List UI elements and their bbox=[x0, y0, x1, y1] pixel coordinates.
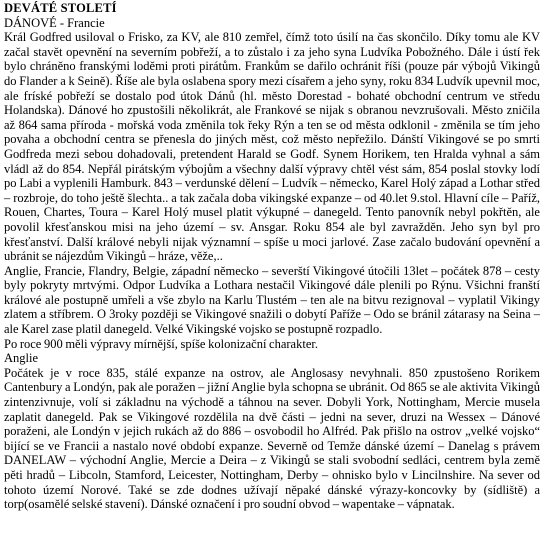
paragraph-danove-francie-1: Král Godfred usiloval o Frisko, za KV, ale 810 zemřel, čímž toto úsilí na čas skončilo. Díky tomu ale KV začal stavět opevnění na severním pobřeží, a to zůstalo i za jeho syna Ludvíka Pobožného. Dále i ústí řek bylo chráněno franskými loděmi proti pirátům. Frankům se dařilo ochránit říši (pouze pár výbojů Vikingů do Flander a k Seině). Říše ale byla oslabena spory mezi císařem a jeho syny, roku 834 Ludvík upevnil moc, ale fríské pobřeží se dostalo pod útok Dánů (hl. město Dorestad - bohaté obchodní centrum ve středu Holandska). Dánové ho zpustošili několikrát, ale Frankové se nijak s obranou nevzrušovali. Město zničila až 864 sama příroda - mořská voda změnila tok řeky Rýn a ten se od města odklonil - změnila se tím jeho povaha a obchodní centra se přenesla do jiných měst, což město nepřežilo. Dánští Vikingové se po smrti Godfreda mezi sebou dohadovali, pretendent Harald se Godf. Synem Horikem, ten Hralda vyhnal a sám vládl až do 854. Nepřál pirátským výbojům a všechny další výpravy chtěl vést sám, 854 poslal stovky lodí po Labi a vyplenili Hamburk. 843 – verdunské dělení – Ludvík – německo, Karel Holý západ a Lothar střed – rozbroje, do toho ještě šlechta.. a tak začala doba vikingské expanze – od 40.let 9.stol. Hlavní cíle – Paříž, Rouen, Chartes, Toura – Karel Holý musel platit výkupné – danegeld. Tento panovník nebyl pokřtěn, ale povolil křesťanskou misi na jeho území – sv. Ansgar. Roku 854 ale byl zavražděn. Jeho syn byl pro křesťanství. Další králové nebyli nijak významní – spíše u moci jarlové. Zase začalo budování opevnění a ubránit se nájezdům Vikingů – hráze, věže,.. bbox=[4, 30, 540, 264]
section-heading-anglie: Anglie bbox=[4, 351, 39, 366]
paragraph-danove-francie-2: Anglie, Francie, Flandry, Belgie, západní německo – severští Vikingové útočili 13let – počátek 878 – cesty byly pokryty mrtvými. Odpor Ludvíka a Lothara nestačil Vikingové dále plenili po Rýnu. Všichni franští králové ale postupně umřeli a vše zbylo na Karlu Tlustém – ten ale na bitvu rezignoval – vyplatil Vikingy zlatem a stříbrem. O 3roky později se Vikingové snažili o dobytí Paříže – Odo se bránil zátarasy na Seina – ale Karel zase platil danegeld. Velké Vikingské vojsko se postupně rozpadlo. bbox=[4, 263, 540, 337]
page-subtitle: DÁNOVÉ - Francie bbox=[4, 15, 105, 30]
paragraph-anglie-1: Počátek je v roce 835, stálé expanze na ostrov, ale Anglosasy nevyhnali. 850 zpustošeno Rorikem Cantenbury a Londýn, pak ale poražen – jižní Anglie byla schopna se ubránit. Od 865 se ale aktivita Vikingů zintenzivnuje, volí si základnu na východě a táhnou na sever. Dobyli York, Nottingham, Mercie musela zaplatit danegeld. Pak se Vikingové rozdělila na dvě části – jedni na sever, druzi na Wessex – Dánové poraženi, ale Londýn v jejich rukách až do 886 – osvobodil ho Alfréd. Pak přišlo na ostrov „velké vojsko“ bijící se ve Francii a nastalo nové období expanze. Severně od Temže dánské území – Danelag s právem DANELAW – východní Anglie, Mercie a Deira – z Vikingů se stali svobodní sedláci, centrem byla země pěti hradů – Libcoln, Stamford, Leicester, Nottingham, Derby – ohnisko bylo v Lincilnshire. Na sever od tohoto území Norové. Také se zde dodnes užívají něpaké dánské výrazy-koncovky by (sídliště) a torp(osamělé selské stavení). Dánské označení i pro soudní obvod – wapentake – vápnatak. bbox=[4, 365, 540, 512]
paragraph-danove-francie-3: Po roce 900 měli výpravy mírnější, spíše kolonizační charakter. bbox=[4, 336, 318, 351]
page-title: DEVÁTÉ STOLETÍ bbox=[4, 1, 117, 15]
